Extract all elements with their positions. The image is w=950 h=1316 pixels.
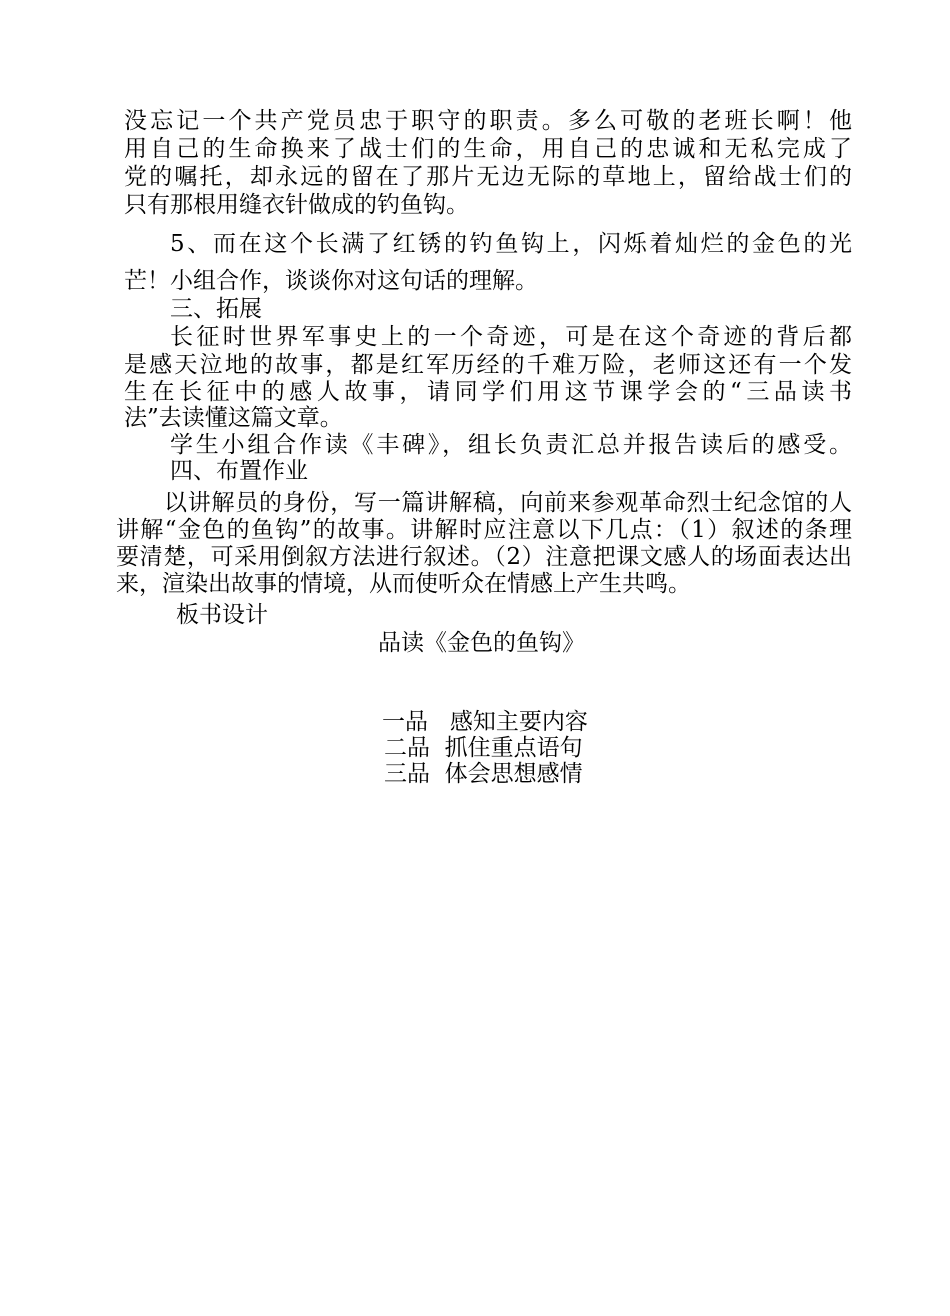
paragraph1-line-text: 党的嘱托，却永远的留在了那片无边无际的草地上，留给战士们的 [124,164,852,190]
section3-line [124,354,852,377]
paragraph1-line [124,166,852,189]
paragraph1-line-text: 没忘记一个共产党员忠于职守的职责。多么可敬的老班长啊！他 [124,108,852,134]
paragraph1-line-text: 用自己的生命换来了战士们的生命，用自己的忠诚和无私完成了 [124,136,852,162]
section3-line: 法”去读懂这篇文章。 [124,405,343,431]
section4-heading: 四、布置作业 [170,458,308,484]
paragraph1-line: 只有那根用缝衣针做成的钓鱼钩。 [124,192,469,218]
paragraph1-line [124,138,852,161]
board-item: 一品 感知主要内容 [382,709,588,735]
board-title: 品读《金色的鱼钩》 [378,630,585,656]
board-item: 二品 抓住重点语句 [384,735,583,761]
section4-line-text: 要清楚，可采用倒叙方法进行叙述。（2）注意把课文感人的场面表达出 [116,544,852,570]
section4-line [116,546,852,569]
section4-line-text: 以讲解员的身份，写一篇讲解稿，向前来参观革命烈士纪念馆的人 [164,490,852,516]
section3-line-text: 长征时世界军事史上的一个奇迹，可是在这个奇迹的背后都 [170,324,852,350]
section3-heading: 三、拓展 [170,296,262,322]
section4-line-text: 讲解“金色的鱼钩”的故事。讲解时应注意以下几点：（1）叙述的条理 [116,517,852,543]
section3-line [124,381,852,404]
question5-line-text: 5、而在这个长满了红锈的钓鱼钩上，闪烁着灿烂的金色的光 [170,231,852,257]
section3-line-text: 是感天泣地的故事，都是红军历经的千难万险，老师这还有一个发 [124,352,852,378]
section3-line [170,326,852,349]
paragraph1-line [124,110,852,133]
section4-line: 来，渲染出故事的情境，从而使听众在情感上产生共鸣。 [116,571,691,597]
board-item: 三品 体会思想感情 [384,761,583,787]
section4-line [116,519,852,542]
section3-group-read [170,434,852,457]
section3-group-read-text: 学生小组合作读《丰碑》，组长负责汇总并报告读后的感受。 [170,432,852,458]
question5-line [170,233,852,256]
section3-line-text: 生在长征中的感人故事，请同学们用这节课学会的“三品读书 [124,379,852,405]
question5-line: 芒！小组合作，谈谈你对这句话的理解。 [124,268,538,294]
section4-line [164,492,852,515]
board-heading: 板书设计 [176,602,268,628]
